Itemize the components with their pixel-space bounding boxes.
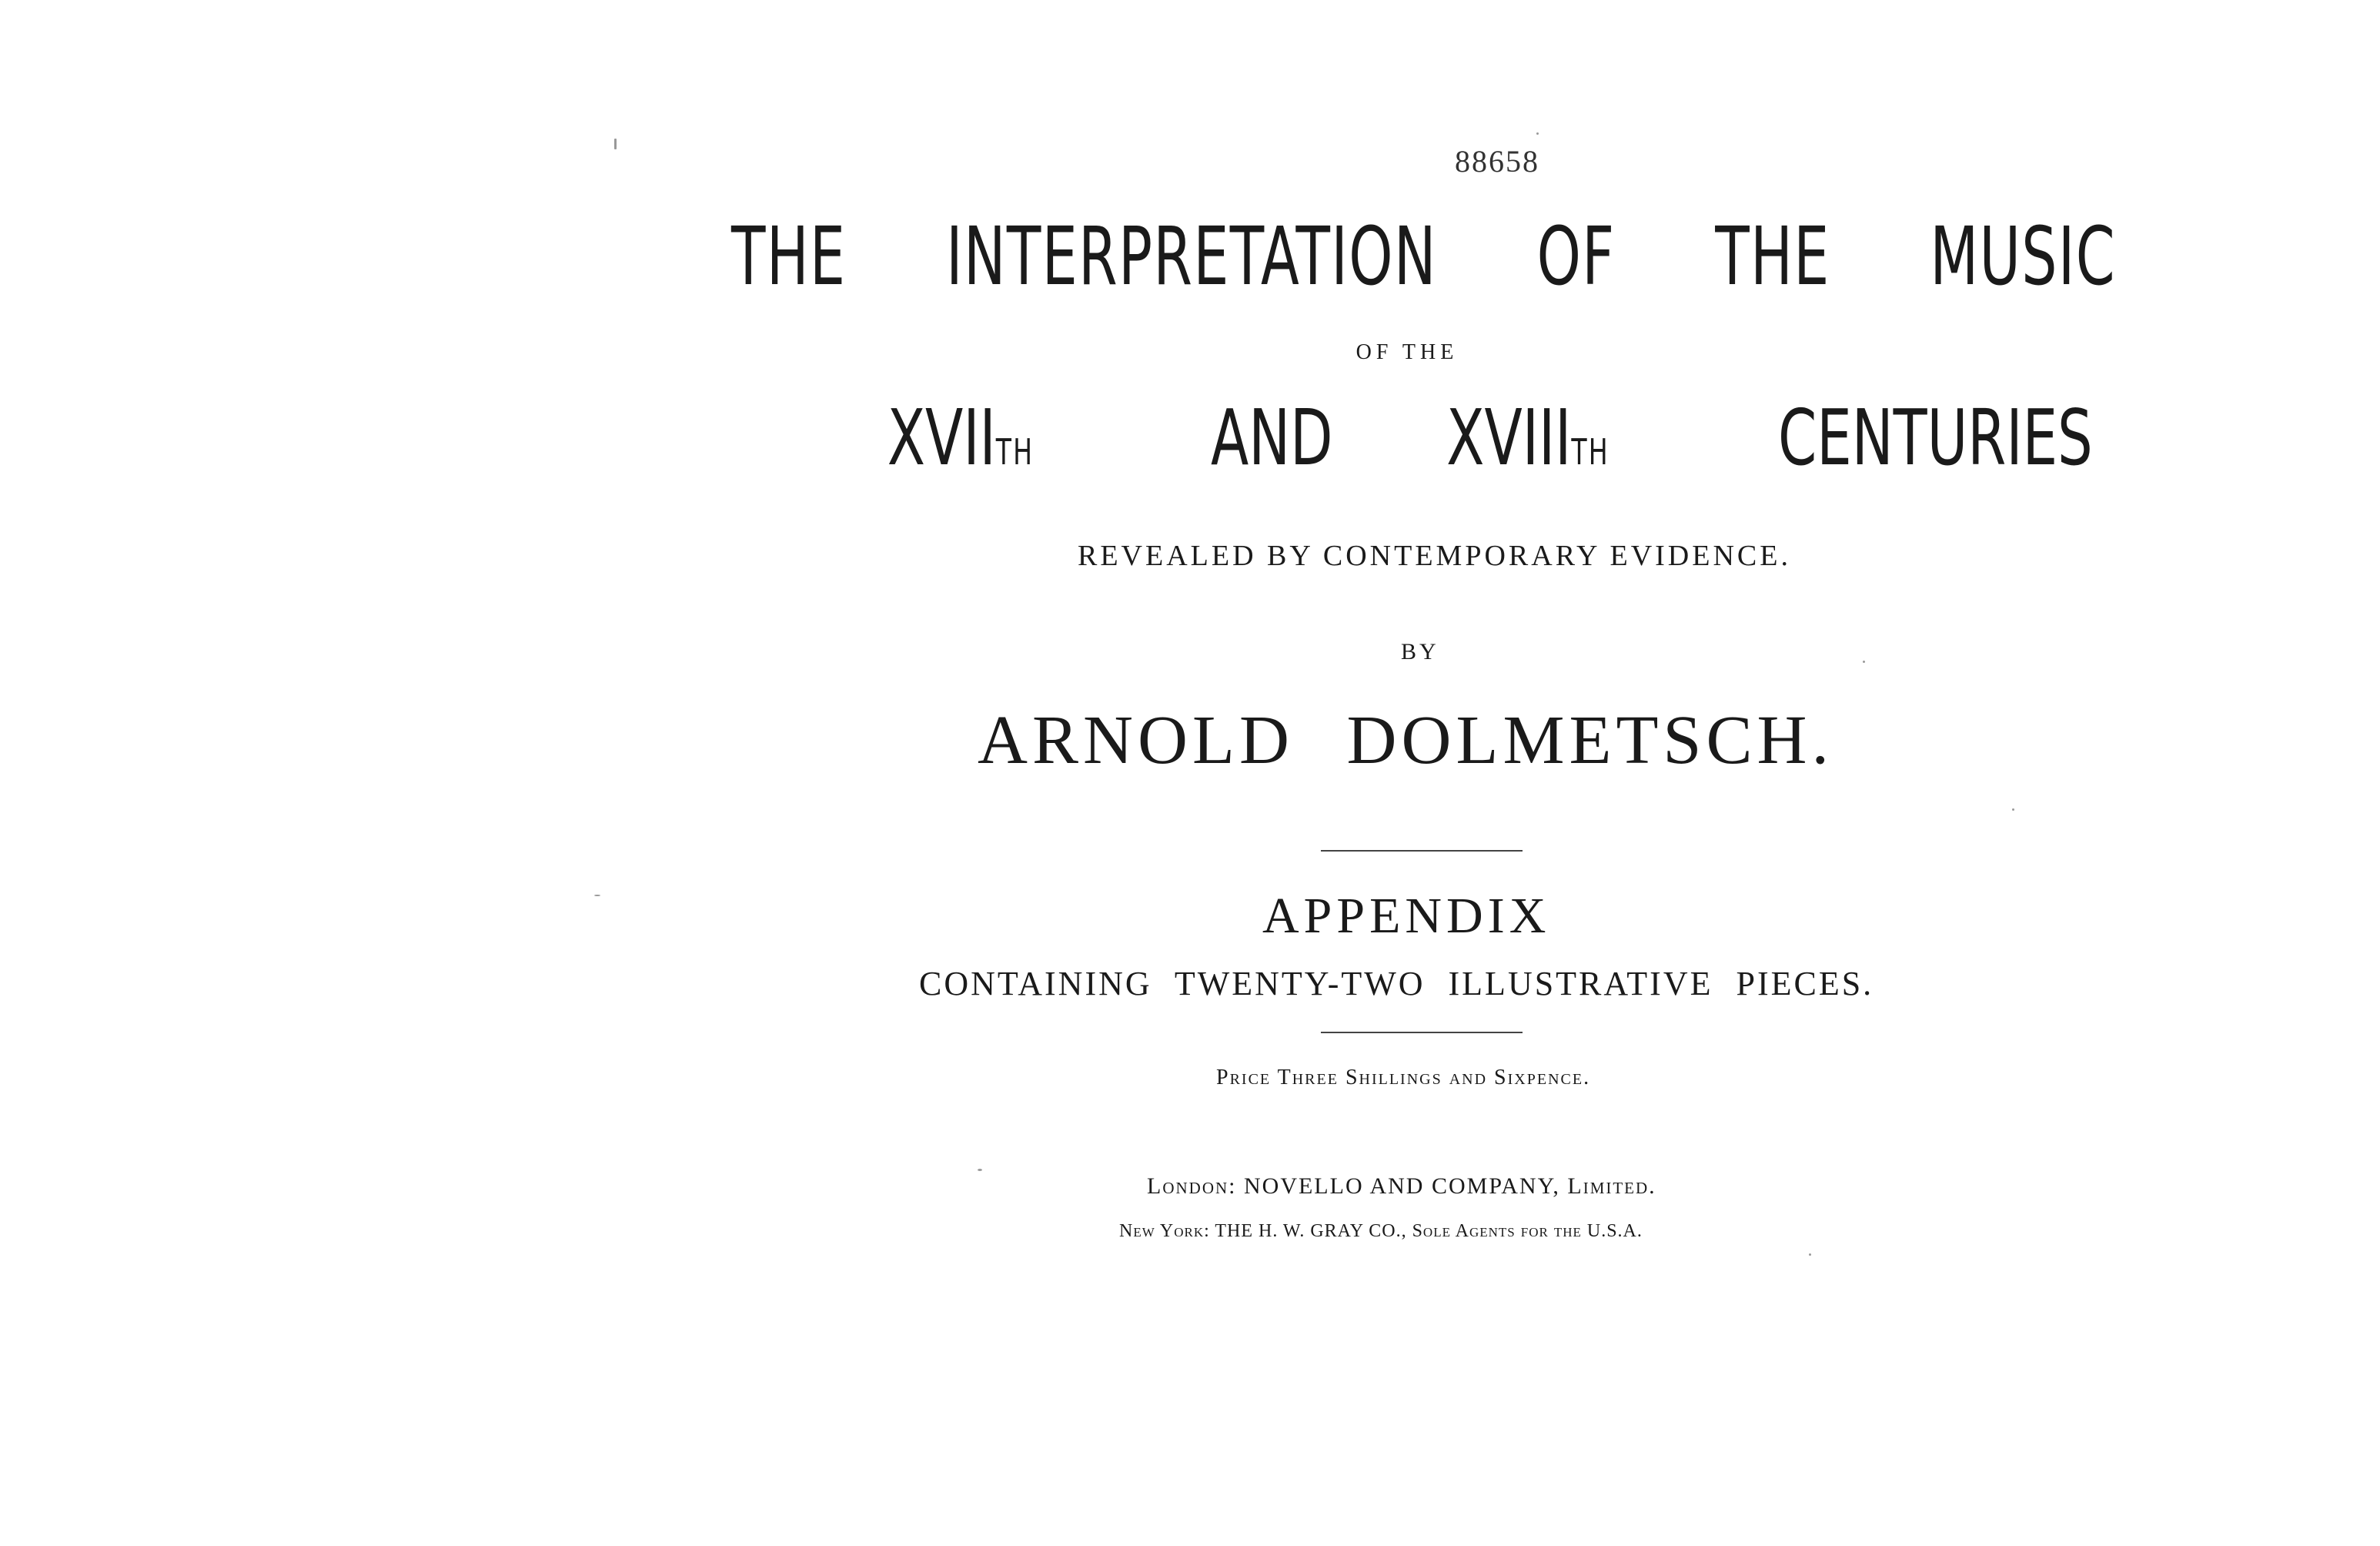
scan-speck [1536, 132, 1539, 135]
title-word: THE [1715, 209, 1830, 303]
centuries-word: CENTURIES [1777, 393, 2093, 483]
publisher-new-york: New York: THE H. W. GRAY CO., Sole Agents for the U.S.A. [1119, 1221, 1643, 1241]
of-the-label: OF THE [1355, 340, 1459, 364]
centuries-word-main: XVIII [1446, 393, 1572, 483]
appendix-heading: APPENDIX [1262, 888, 1551, 944]
scan-speck [1809, 1253, 1811, 1256]
title-word: INTERPRETATION [946, 209, 1437, 303]
scan-speck [614, 139, 617, 149]
centuries-word-suffix: TH [1571, 431, 1610, 473]
centuries-word-suffix: TH [995, 431, 1035, 473]
author-name: ARNOLD DOLMETSCH. [978, 702, 1834, 778]
centuries-word-main: XVII [887, 393, 996, 483]
title-word: THE [731, 209, 847, 303]
catalog-number: 88658 [1455, 144, 1539, 179]
scan-speck [594, 895, 600, 896]
main-title [731, 209, 2116, 303]
price-line: Price Three Shillings and Sixpence. [1216, 1066, 1591, 1089]
centuries-word [877, 393, 1044, 483]
appendix-description: CONTAINING TWENTY-TWO ILLUSTRATIVE PIECES. [919, 965, 1874, 1002]
publisher-london: London: NOVELLO AND COMPANY, Limited. [1147, 1173, 1656, 1199]
scan-speck [2012, 808, 2014, 811]
divider-rule [1321, 850, 1523, 852]
title-word: OF [1536, 209, 1616, 303]
divider-rule [1321, 1032, 1523, 1033]
centuries-word [1445, 393, 1611, 483]
scan-speck [978, 1169, 982, 1171]
centuries-word: AND [1211, 393, 1333, 483]
centuries-title [877, 393, 2140, 483]
subtitle: REVEALED BY CONTEMPORARY EVIDENCE. [1078, 540, 1791, 572]
by-label: BY [1401, 639, 1439, 664]
title-word: MUSIC [1930, 209, 2116, 303]
scan-speck [1863, 661, 1865, 663]
